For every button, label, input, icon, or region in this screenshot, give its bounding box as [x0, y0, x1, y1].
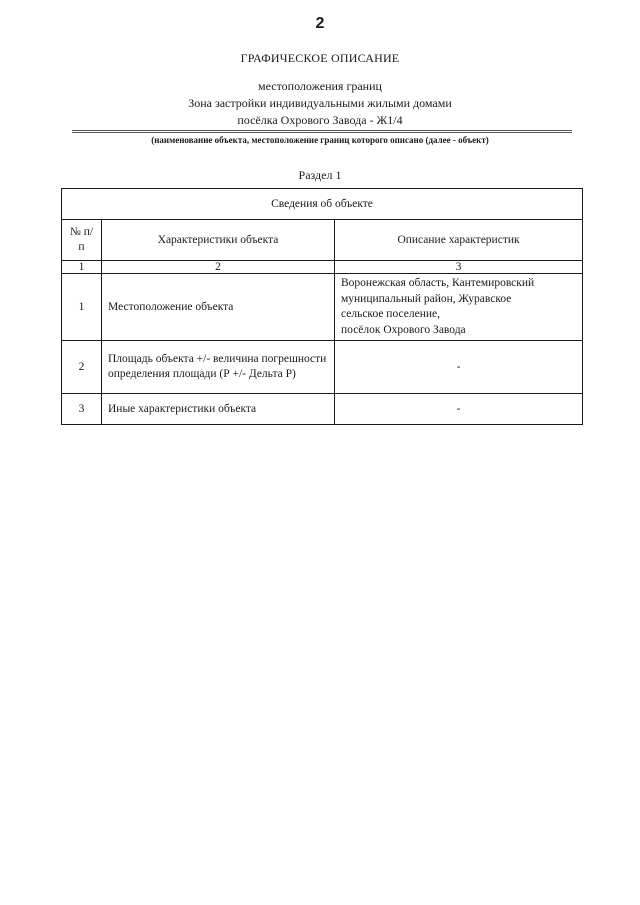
object-info-table [61, 188, 583, 425]
description-line: сельское поселение, [341, 308, 440, 320]
document-title: ГРАФИЧЕСКОЕ ОПИСАНИЕ [240, 51, 400, 65]
row-number: 1 [62, 274, 102, 341]
row-number: 3 [62, 394, 102, 425]
column-index: 3 [335, 261, 583, 274]
title-underline [72, 130, 572, 133]
row-description: - [335, 341, 583, 394]
page-number: 2 [315, 15, 325, 32]
subtitle-line: местоположения границ [258, 79, 382, 93]
column-index: 2 [102, 261, 335, 274]
table-header-row [62, 220, 583, 261]
description-line: муниципальный район, Журавское [341, 292, 512, 305]
row-description: - [335, 394, 583, 425]
object-caption: (наименование объекта, местоположение границ которого описано (далее - объект) [151, 135, 489, 145]
description-line: Воронежская область, Кантемировский [341, 277, 535, 289]
description-line: посёлок Охрового Завода [341, 323, 466, 336]
section-title: Раздел 1 [298, 168, 342, 182]
row-characteristic: Иные характеристики объекта [102, 394, 335, 425]
table-title: Сведения об объекте [62, 189, 583, 220]
document-subtitle [0, 78, 640, 129]
column-index-row [62, 261, 583, 274]
table-row [62, 394, 583, 425]
row-description [335, 274, 583, 341]
subtitle-line: Зона застройки индивидуальными жилыми домами [188, 96, 452, 110]
row-characteristic: Площадь объекта +/- величина погрешности определения площади (Р +/- Дельта Р) [102, 341, 335, 394]
table-title-row [62, 189, 583, 220]
subtitle-line: посёлка Охрового Завода - Ж1/4 [237, 113, 403, 127]
column-header-description: Описание характеристик [335, 220, 583, 261]
table-row [62, 341, 583, 394]
column-header-characteristic: Характеристики объекта [102, 220, 335, 261]
row-number: 2 [62, 341, 102, 394]
row-characteristic: Местоположение объекта [102, 274, 335, 341]
table-row [62, 274, 583, 341]
column-index: 1 [62, 261, 102, 274]
column-header-num: № п/п [62, 220, 102, 261]
